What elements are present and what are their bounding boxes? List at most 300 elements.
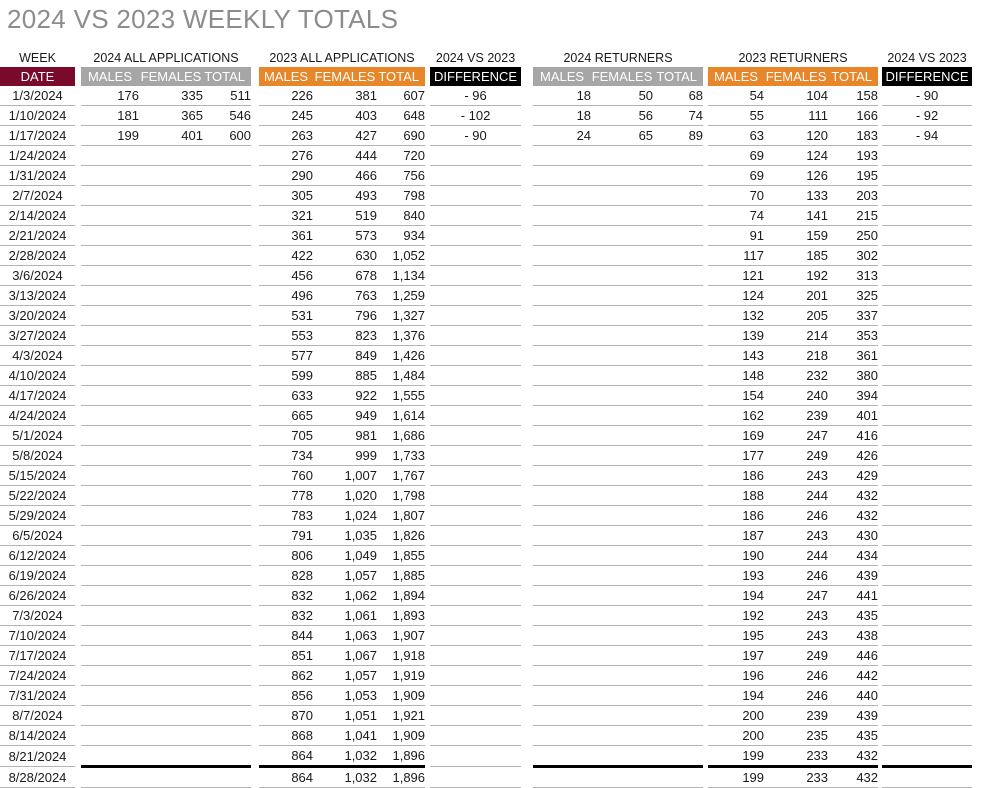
apps-difference-cell bbox=[430, 706, 521, 726]
apps-difference-cell bbox=[430, 686, 521, 706]
2024-apps-males-cell bbox=[81, 206, 139, 226]
2023-apps-males-cell: 870 bbox=[259, 706, 313, 726]
2024-ret-males-cell bbox=[533, 526, 591, 546]
returners-difference-cell bbox=[882, 426, 972, 446]
2023-ret-females-cell: 235 bbox=[764, 726, 828, 746]
returners-difference-cell bbox=[882, 606, 972, 626]
2023-ret-females-cell: 218 bbox=[764, 346, 828, 366]
2023-ret-females-cell: 243 bbox=[764, 626, 828, 646]
2024-apps-total-cell bbox=[203, 606, 251, 626]
2024-ret-total-cell bbox=[653, 626, 703, 646]
2024-apps-males-cell bbox=[81, 706, 139, 726]
2023-apps-males-cell: 832 bbox=[259, 586, 313, 606]
returners-difference-cell bbox=[882, 767, 972, 788]
returners-difference-cell bbox=[882, 526, 972, 546]
table-row bbox=[0, 586, 972, 606]
2024-ret-females-cell bbox=[591, 506, 653, 526]
returners-difference-cell bbox=[882, 186, 972, 206]
apps-difference-cell bbox=[430, 466, 521, 486]
2024-apps-females-cell bbox=[139, 606, 203, 626]
2023-apps-males-cell: 806 bbox=[259, 546, 313, 566]
2023-ret-females-cell: 240 bbox=[764, 386, 828, 406]
2024-ret-total-cell bbox=[653, 166, 703, 186]
2024-apps-total-cell bbox=[203, 186, 251, 206]
2023-apps-total-cell: 1,907 bbox=[377, 626, 425, 646]
2023-apps-females-cell: 999 bbox=[313, 446, 377, 466]
apps-difference-cell bbox=[430, 406, 521, 426]
2024-apps-females-cell bbox=[139, 146, 203, 166]
2023-ret-females-cell: 233 bbox=[764, 746, 828, 767]
2023-ret-males-cell: 154 bbox=[708, 386, 764, 406]
2023-apps-males-cell: 864 bbox=[259, 746, 313, 767]
2023-apps-males-cell: 864 bbox=[259, 767, 313, 788]
apps-difference-cell bbox=[430, 286, 521, 306]
2024-apps-females-cell bbox=[139, 626, 203, 646]
2023-apps-females-cell: 519 bbox=[313, 206, 377, 226]
2023-apps-males-cell: 665 bbox=[259, 406, 313, 426]
returners-difference-cell bbox=[882, 566, 972, 586]
2023-apps-females-cell: 823 bbox=[313, 326, 377, 346]
date-cell: 1/3/2024 bbox=[0, 86, 75, 106]
2023-ret-males-cell: 177 bbox=[708, 446, 764, 466]
2023-ret-males-cell: 194 bbox=[708, 586, 764, 606]
2023-apps-total-cell: 1,896 bbox=[377, 746, 425, 767]
2023-ret-males-cell: 192 bbox=[708, 606, 764, 626]
header-2023-ret-males: MALES bbox=[708, 67, 764, 86]
date-cell: 5/15/2024 bbox=[0, 466, 75, 486]
2023-ret-females-cell: 239 bbox=[764, 406, 828, 426]
header-2024-apps-males: MALES bbox=[81, 67, 139, 86]
2023-apps-total-cell: 1,134 bbox=[377, 266, 425, 286]
table-row bbox=[0, 767, 972, 788]
2023-ret-males-cell: 200 bbox=[708, 726, 764, 746]
2024-apps-females-cell bbox=[139, 586, 203, 606]
table-row bbox=[0, 446, 972, 466]
table-row bbox=[0, 666, 972, 686]
2024-ret-males-cell: 24 bbox=[533, 126, 591, 146]
2023-ret-total-cell: 361 bbox=[828, 346, 878, 366]
2023-apps-females-cell: 1,051 bbox=[313, 706, 377, 726]
group-week: WEEK bbox=[19, 50, 56, 65]
2023-apps-females-cell: 403 bbox=[313, 106, 377, 126]
2023-apps-males-cell: 577 bbox=[259, 346, 313, 366]
date-cell: 8/7/2024 bbox=[0, 706, 75, 726]
2024-ret-females-cell bbox=[591, 306, 653, 326]
2023-apps-total-cell: 1,686 bbox=[377, 426, 425, 446]
2024-ret-males-cell bbox=[533, 146, 591, 166]
2024-apps-total-cell bbox=[203, 506, 251, 526]
2023-apps-females-cell: 1,063 bbox=[313, 626, 377, 646]
2024-ret-males-cell bbox=[533, 706, 591, 726]
2023-ret-total-cell: 432 bbox=[828, 767, 878, 788]
date-cell: 4/17/2024 bbox=[0, 386, 75, 406]
2024-ret-total-cell bbox=[653, 266, 703, 286]
2023-ret-total-cell: 353 bbox=[828, 326, 878, 346]
2024-apps-females-cell bbox=[139, 206, 203, 226]
2024-apps-total-cell bbox=[203, 626, 251, 646]
2023-ret-males-cell: 188 bbox=[708, 486, 764, 506]
2024-apps-males-cell bbox=[81, 186, 139, 206]
2023-ret-females-cell: 120 bbox=[764, 126, 828, 146]
weekly-rows bbox=[0, 86, 972, 788]
2024-ret-total-cell bbox=[653, 326, 703, 346]
apps-difference-cell bbox=[430, 346, 521, 366]
2024-apps-total-cell bbox=[203, 686, 251, 706]
apps-difference-cell: - 102 bbox=[430, 106, 521, 126]
group-2023-returners: 2023 RETURNERS bbox=[738, 50, 848, 65]
2023-apps-total-cell: 1,733 bbox=[377, 446, 425, 466]
date-cell: 6/19/2024 bbox=[0, 566, 75, 586]
2024-ret-total-cell bbox=[653, 646, 703, 666]
2023-ret-males-cell: 69 bbox=[708, 146, 764, 166]
table-row bbox=[0, 286, 972, 306]
2024-apps-males-cell bbox=[81, 546, 139, 566]
2024-apps-total-cell bbox=[203, 546, 251, 566]
2023-ret-males-cell: 193 bbox=[708, 566, 764, 586]
date-cell: 5/22/2024 bbox=[0, 486, 75, 506]
2023-ret-total-cell: 158 bbox=[828, 86, 878, 106]
2024-apps-males-cell bbox=[81, 506, 139, 526]
date-cell: 6/26/2024 bbox=[0, 586, 75, 606]
2024-ret-females-cell bbox=[591, 226, 653, 246]
returners-difference-cell bbox=[882, 326, 972, 346]
returners-difference-cell bbox=[882, 406, 972, 426]
2023-apps-females-cell: 427 bbox=[313, 126, 377, 146]
2024-ret-males-cell bbox=[533, 286, 591, 306]
returners-difference-cell bbox=[882, 726, 972, 746]
2023-apps-males-cell: 361 bbox=[259, 226, 313, 246]
2024-apps-females-cell bbox=[139, 186, 203, 206]
2024-apps-total-cell bbox=[203, 146, 251, 166]
2024-apps-total-cell bbox=[203, 206, 251, 226]
date-cell: 7/10/2024 bbox=[0, 626, 75, 646]
2023-ret-total-cell: 313 bbox=[828, 266, 878, 286]
date-cell: 5/8/2024 bbox=[0, 446, 75, 466]
2024-ret-males-cell bbox=[533, 366, 591, 386]
header-apps-difference: DIFFERENCE bbox=[430, 67, 521, 86]
2023-apps-females-cell: 1,041 bbox=[313, 726, 377, 746]
2024-ret-total-cell bbox=[653, 346, 703, 366]
2023-apps-females-cell: 1,061 bbox=[313, 606, 377, 626]
2023-ret-total-cell: 434 bbox=[828, 546, 878, 566]
2023-apps-females-cell: 1,049 bbox=[313, 546, 377, 566]
2023-ret-males-cell: 197 bbox=[708, 646, 764, 666]
2023-ret-total-cell: 337 bbox=[828, 306, 878, 326]
2023-apps-total-cell: 1,896 bbox=[377, 767, 425, 788]
2024-ret-females-cell bbox=[591, 366, 653, 386]
2023-ret-total-cell: 446 bbox=[828, 646, 878, 666]
2023-apps-total-cell: 1,484 bbox=[377, 366, 425, 386]
2024-ret-total-cell bbox=[653, 666, 703, 686]
2024-apps-total-cell bbox=[203, 406, 251, 426]
2024-ret-males-cell bbox=[533, 306, 591, 326]
2024-apps-total-cell bbox=[203, 226, 251, 246]
2023-ret-total-cell: 426 bbox=[828, 446, 878, 466]
2023-apps-males-cell: 290 bbox=[259, 166, 313, 186]
2023-apps-females-cell: 493 bbox=[313, 186, 377, 206]
table-row bbox=[0, 706, 972, 726]
2023-apps-females-cell: 444 bbox=[313, 146, 377, 166]
2023-apps-total-cell: 648 bbox=[377, 106, 425, 126]
apps-difference-cell bbox=[430, 326, 521, 346]
2024-ret-males-cell bbox=[533, 726, 591, 746]
2023-apps-females-cell: 981 bbox=[313, 426, 377, 446]
2024-apps-females-cell bbox=[139, 426, 203, 446]
2023-apps-females-cell: 849 bbox=[313, 346, 377, 366]
returners-difference-cell bbox=[882, 366, 972, 386]
2023-apps-total-cell: 1,767 bbox=[377, 466, 425, 486]
2023-ret-males-cell: 196 bbox=[708, 666, 764, 686]
2024-apps-males-cell bbox=[81, 566, 139, 586]
table-row bbox=[0, 606, 972, 626]
2023-ret-total-cell: 193 bbox=[828, 146, 878, 166]
returners-difference-cell bbox=[882, 286, 972, 306]
2024-apps-total-cell: 600 bbox=[203, 126, 251, 146]
2023-ret-females-cell: 192 bbox=[764, 266, 828, 286]
2024-ret-males-cell bbox=[533, 466, 591, 486]
2023-ret-males-cell: 194 bbox=[708, 686, 764, 706]
2023-apps-total-cell: 1,614 bbox=[377, 406, 425, 426]
table-row bbox=[0, 186, 972, 206]
returners-difference-cell bbox=[882, 546, 972, 566]
date-cell: 5/1/2024 bbox=[0, 426, 75, 446]
2024-apps-total-cell bbox=[203, 726, 251, 746]
2023-apps-males-cell: 791 bbox=[259, 526, 313, 546]
2023-ret-total-cell: 416 bbox=[828, 426, 878, 446]
date-cell: 2/7/2024 bbox=[0, 186, 75, 206]
2023-ret-females-cell: 244 bbox=[764, 546, 828, 566]
table-row bbox=[0, 226, 972, 246]
sheet-title: 2024 VS 2023 WEEKLY TOTALS bbox=[7, 4, 399, 34]
2023-ret-males-cell: 148 bbox=[708, 366, 764, 386]
2023-ret-females-cell: 159 bbox=[764, 226, 828, 246]
2024-ret-females-cell bbox=[591, 486, 653, 506]
2023-apps-males-cell: 226 bbox=[259, 86, 313, 106]
2024-apps-females-cell bbox=[139, 386, 203, 406]
2024-ret-total-cell bbox=[653, 606, 703, 626]
2023-ret-females-cell: 246 bbox=[764, 506, 828, 526]
apps-difference-cell bbox=[430, 246, 521, 266]
2024-apps-females-cell: 335 bbox=[139, 86, 203, 106]
2024-apps-males-cell bbox=[81, 486, 139, 506]
2023-apps-females-cell: 381 bbox=[313, 86, 377, 106]
header-2023-ret-females: FEMALES bbox=[765, 69, 827, 84]
2024-ret-males-cell bbox=[533, 266, 591, 286]
2024-apps-females-cell bbox=[139, 306, 203, 326]
2023-apps-total-cell: 1,885 bbox=[377, 566, 425, 586]
2023-apps-males-cell: 705 bbox=[259, 426, 313, 446]
2023-apps-total-cell: 1,855 bbox=[377, 546, 425, 566]
apps-difference-cell bbox=[430, 506, 521, 526]
returners-difference-cell bbox=[882, 486, 972, 506]
2024-ret-males-cell bbox=[533, 346, 591, 366]
2024-apps-females-cell bbox=[139, 346, 203, 366]
apps-difference-cell bbox=[430, 186, 521, 206]
2024-apps-males-cell bbox=[81, 246, 139, 266]
2024-apps-males-cell bbox=[81, 266, 139, 286]
2024-apps-females-cell bbox=[139, 526, 203, 546]
2023-apps-total-cell: 1,798 bbox=[377, 486, 425, 506]
2023-ret-females-cell: 249 bbox=[764, 646, 828, 666]
2023-apps-total-cell: 690 bbox=[377, 126, 425, 146]
2023-apps-males-cell: 832 bbox=[259, 606, 313, 626]
2024-ret-females-cell bbox=[591, 466, 653, 486]
2023-apps-females-cell: 466 bbox=[313, 166, 377, 186]
2023-apps-males-cell: 263 bbox=[259, 126, 313, 146]
2023-ret-males-cell: 143 bbox=[708, 346, 764, 366]
2024-ret-females-cell bbox=[591, 446, 653, 466]
column-header-row bbox=[0, 67, 972, 86]
2024-ret-males-cell bbox=[533, 486, 591, 506]
2024-apps-total-cell bbox=[203, 346, 251, 366]
apps-difference-cell: - 90 bbox=[430, 126, 521, 146]
2023-ret-total-cell: 166 bbox=[828, 106, 878, 126]
header-date: DATE bbox=[0, 67, 75, 86]
date-cell: 3/13/2024 bbox=[0, 286, 75, 306]
apps-difference-cell bbox=[430, 166, 521, 186]
date-cell: 8/28/2024 bbox=[0, 767, 75, 788]
2023-apps-females-cell: 1,067 bbox=[313, 646, 377, 666]
2024-ret-total-cell: 89 bbox=[653, 126, 703, 146]
2023-ret-females-cell: 243 bbox=[764, 466, 828, 486]
2024-apps-males-cell bbox=[81, 686, 139, 706]
returners-difference-cell bbox=[882, 746, 972, 767]
table-row bbox=[0, 546, 972, 566]
2024-ret-females-cell bbox=[591, 266, 653, 286]
table-row bbox=[0, 406, 972, 426]
date-cell: 4/3/2024 bbox=[0, 346, 75, 366]
2023-ret-males-cell: 186 bbox=[708, 506, 764, 526]
2024-ret-total-cell bbox=[653, 686, 703, 706]
returners-difference-cell bbox=[882, 306, 972, 326]
2024-apps-total-cell bbox=[203, 326, 251, 346]
2023-ret-total-cell: 438 bbox=[828, 626, 878, 646]
2024-ret-total-cell: 68 bbox=[653, 86, 703, 106]
2023-apps-total-cell: 798 bbox=[377, 186, 425, 206]
apps-difference-cell bbox=[430, 266, 521, 286]
date-cell: 1/17/2024 bbox=[0, 126, 75, 146]
2023-apps-females-cell: 1,024 bbox=[313, 506, 377, 526]
header-2023-ret-total: TOTAL bbox=[828, 67, 878, 86]
2024-apps-total-cell bbox=[203, 446, 251, 466]
2023-apps-total-cell: 756 bbox=[377, 166, 425, 186]
2024-apps-total-cell bbox=[203, 526, 251, 546]
2024-ret-males-cell bbox=[533, 666, 591, 686]
returners-difference-cell bbox=[882, 246, 972, 266]
2024-apps-females-cell bbox=[139, 226, 203, 246]
2024-apps-total-cell bbox=[203, 486, 251, 506]
table-row bbox=[0, 206, 972, 226]
table-row bbox=[0, 146, 972, 166]
2024-apps-females-cell bbox=[139, 666, 203, 686]
2024-apps-males-cell bbox=[81, 746, 139, 767]
date-cell: 8/21/2024 bbox=[0, 746, 75, 767]
2023-ret-total-cell: 430 bbox=[828, 526, 878, 546]
returners-difference-cell bbox=[882, 666, 972, 686]
2023-apps-males-cell: 783 bbox=[259, 506, 313, 526]
2024-ret-males-cell bbox=[533, 686, 591, 706]
2023-ret-males-cell: 74 bbox=[708, 206, 764, 226]
2023-apps-total-cell: 1,052 bbox=[377, 246, 425, 266]
apps-difference-cell bbox=[430, 206, 521, 226]
2024-apps-females-cell bbox=[139, 266, 203, 286]
2023-apps-females-cell: 1,035 bbox=[313, 526, 377, 546]
2024-apps-males-cell bbox=[81, 586, 139, 606]
date-cell: 2/21/2024 bbox=[0, 226, 75, 246]
table-row bbox=[0, 726, 972, 746]
2024-apps-total-cell bbox=[203, 246, 251, 266]
table-row bbox=[0, 426, 972, 446]
2024-ret-males-cell: 18 bbox=[533, 86, 591, 106]
2023-apps-total-cell: 1,259 bbox=[377, 286, 425, 306]
2024-ret-total-cell bbox=[653, 506, 703, 526]
2024-apps-total-cell bbox=[203, 566, 251, 586]
2023-ret-males-cell: 199 bbox=[708, 746, 764, 767]
2024-ret-total-cell bbox=[653, 446, 703, 466]
2024-apps-males-cell bbox=[81, 446, 139, 466]
date-cell: 4/10/2024 bbox=[0, 366, 75, 386]
2024-apps-total-cell bbox=[203, 586, 251, 606]
2023-ret-total-cell: 325 bbox=[828, 286, 878, 306]
date-cell: 1/10/2024 bbox=[0, 106, 75, 126]
2024-apps-total-cell bbox=[203, 286, 251, 306]
2023-ret-females-cell: 246 bbox=[764, 566, 828, 586]
2023-apps-males-cell: 599 bbox=[259, 366, 313, 386]
apps-difference-cell bbox=[430, 526, 521, 546]
returners-difference-cell bbox=[882, 206, 972, 226]
2024-ret-males-cell bbox=[533, 166, 591, 186]
apps-difference-cell bbox=[430, 726, 521, 746]
2024-ret-males-cell bbox=[533, 326, 591, 346]
2023-ret-females-cell: 247 bbox=[764, 426, 828, 446]
apps-difference-cell bbox=[430, 646, 521, 666]
apps-difference-cell bbox=[430, 426, 521, 446]
2024-apps-total-cell bbox=[203, 266, 251, 286]
2024-apps-total-cell bbox=[203, 166, 251, 186]
2024-ret-females-cell bbox=[591, 426, 653, 446]
2024-ret-females-cell: 65 bbox=[591, 126, 653, 146]
2024-apps-males-cell bbox=[81, 526, 139, 546]
2023-apps-females-cell: 1,032 bbox=[313, 746, 377, 767]
apps-difference-cell bbox=[430, 546, 521, 566]
2023-ret-females-cell: 201 bbox=[764, 286, 828, 306]
2023-ret-males-cell: 124 bbox=[708, 286, 764, 306]
2024-apps-total-cell bbox=[203, 767, 251, 788]
2023-ret-total-cell: 441 bbox=[828, 586, 878, 606]
group-header-row bbox=[0, 48, 972, 67]
table-row bbox=[0, 566, 972, 586]
returners-difference-cell bbox=[882, 446, 972, 466]
2024-apps-females-cell bbox=[139, 286, 203, 306]
2024-ret-males-cell bbox=[533, 406, 591, 426]
2023-apps-males-cell: 422 bbox=[259, 246, 313, 266]
2024-apps-males-cell bbox=[81, 146, 139, 166]
2023-ret-total-cell: 401 bbox=[828, 406, 878, 426]
2024-ret-males-cell bbox=[533, 226, 591, 246]
header-2023-apps-total: TOTAL bbox=[377, 67, 425, 86]
2023-apps-total-cell: 840 bbox=[377, 206, 425, 226]
2023-ret-total-cell: 432 bbox=[828, 746, 878, 767]
2024-apps-females-cell bbox=[139, 366, 203, 386]
2023-ret-females-cell: 205 bbox=[764, 306, 828, 326]
2024-ret-total-cell bbox=[653, 486, 703, 506]
2023-ret-females-cell: 246 bbox=[764, 666, 828, 686]
2024-apps-total-cell bbox=[203, 746, 251, 767]
group-2023-all-applications: 2023 ALL APPLICATIONS bbox=[269, 50, 415, 65]
date-cell: 7/24/2024 bbox=[0, 666, 75, 686]
2023-apps-males-cell: 734 bbox=[259, 446, 313, 466]
2023-apps-females-cell: 1,020 bbox=[313, 486, 377, 506]
